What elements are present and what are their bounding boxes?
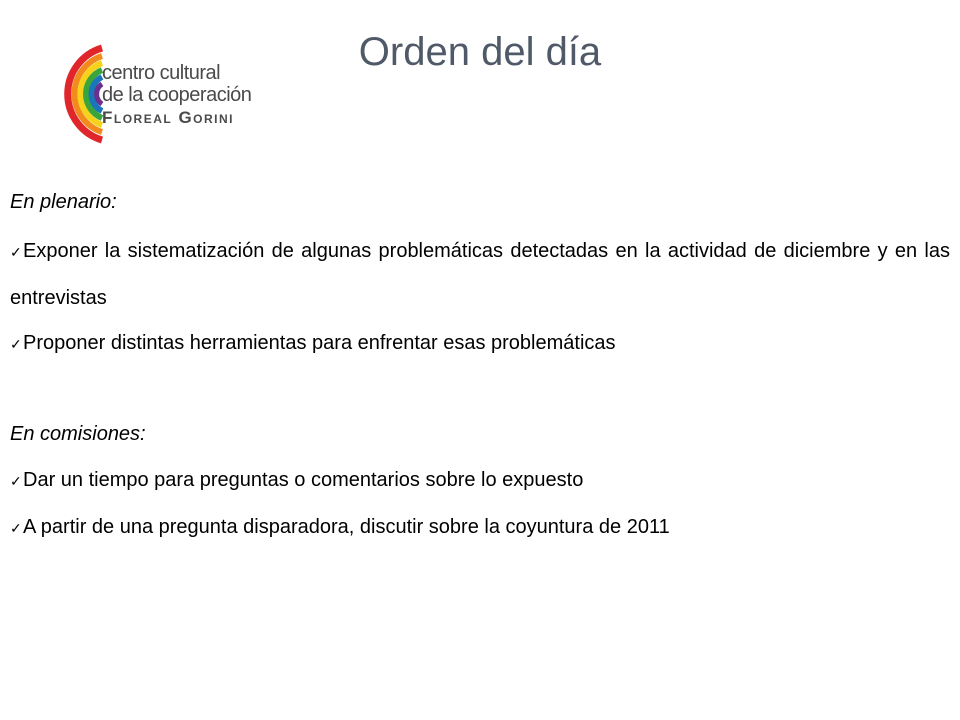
logo-line-floreal-gorini: Floreal Gorini bbox=[102, 108, 234, 127]
section-label-plenario: En plenario: bbox=[10, 191, 117, 213]
slide-title: Orden del día bbox=[358, 30, 602, 74]
bullet-text: A partir de una pregunta disparadora, discutir sobre la coyuntura de 2011 bbox=[23, 516, 670, 538]
check-icon: ✓ bbox=[10, 473, 22, 489]
slide-content bbox=[10, 186, 950, 544]
logo-line-de-la-cooperacion: de la cooperación bbox=[102, 84, 252, 106]
check-icon: ✓ bbox=[10, 520, 22, 536]
check-icon: ✓ bbox=[10, 244, 22, 260]
bullet-item bbox=[10, 464, 950, 497]
bullet-text: Proponer distintas herramientas para enfrentar esas problemáticas bbox=[23, 332, 616, 354]
check-icon: ✓ bbox=[10, 336, 22, 352]
bullet-item bbox=[10, 511, 950, 544]
logo-line-centro-cultural: centro cultural bbox=[102, 62, 221, 84]
section-label-comisiones: En comisiones: bbox=[10, 423, 146, 445]
section-gap bbox=[10, 360, 950, 418]
bullet-text: Dar un tiempo para preguntas o comentarios sobre lo expuesto bbox=[23, 469, 584, 491]
bullet-text: Exponer la sistematización de algunas problemáticas detectadas en la actividad de diciembre y en las entrevistas bbox=[10, 240, 950, 309]
bullet-item bbox=[10, 327, 950, 360]
bullet-item bbox=[10, 228, 950, 321]
